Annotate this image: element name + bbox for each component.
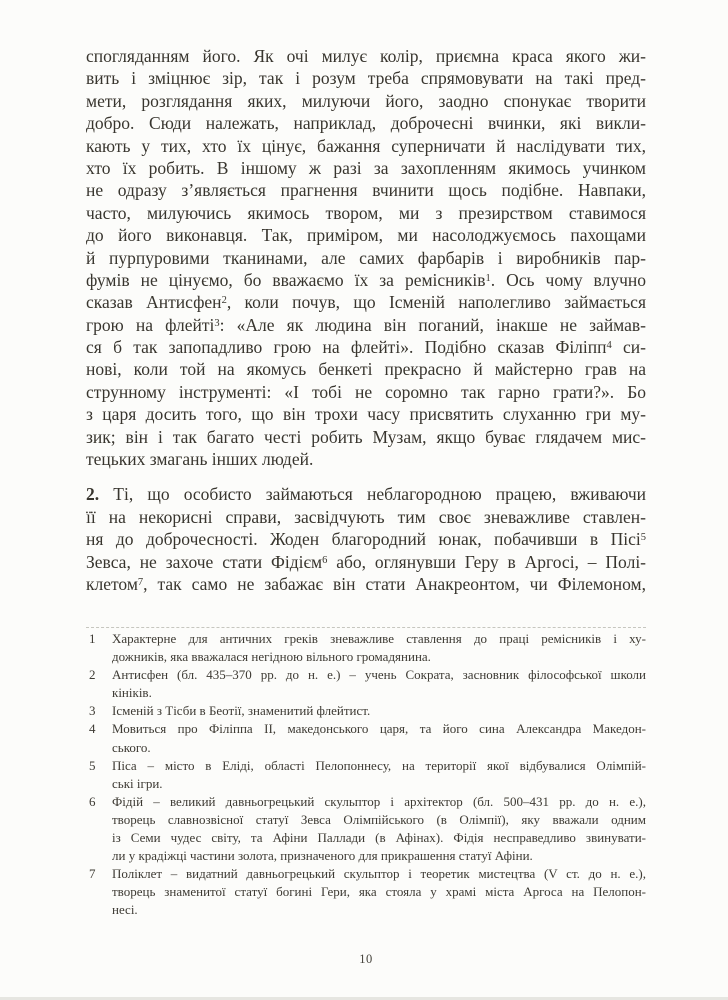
text-line: ли у крадіжці частини золота, призначеного для прикрашення статуї Афіни. xyxy=(112,848,533,864)
text-line: тецьких змагань інших людей. xyxy=(86,449,314,470)
text-line: сказав Антисфен$^2$, коли почув, що Ісменій наполегливо займається xyxy=(86,292,646,313)
footnote-number: 4 xyxy=(89,721,96,737)
footnote-7 xyxy=(86,865,646,919)
footnotes xyxy=(86,630,646,920)
page-number: 10 xyxy=(359,952,373,966)
footnote-number: 1 xyxy=(89,631,96,646)
text-line: часто, милуючись якимось твором, ми з презирством ставимося xyxy=(86,202,646,223)
text-line: ня до доброчесності. Жоден благородний юнак, побачивши в Пісі$^5$ xyxy=(86,529,646,550)
footnote-number: 6 xyxy=(89,793,96,809)
text-line: Піса – місто в Еліді, області Пелопоннесу, на території якої відбувалися Олімпій- xyxy=(112,757,646,773)
footnote-6 xyxy=(86,793,646,865)
text-line: кініків. xyxy=(112,685,152,701)
text-line: нові, коли той на якомусь бенкеті прекрасно й майстерно грав на xyxy=(86,359,646,380)
text-line: Поліклет – видатний давньогрецький скульптор і теоретик мистецтва (V ст. до н. е.), xyxy=(112,866,646,882)
footnote-ref: 3 xyxy=(214,317,220,329)
footnote-separator xyxy=(86,627,646,628)
text-line: не одразу з’являється прагнення вчинити щось подібне. Навпаки, xyxy=(86,180,646,201)
text-line: струнному інструменті: «І тобі не соромно так гарно грати?». Бо xyxy=(86,381,646,402)
text-line: спогляданням його. Як очі милує колір, приємна краса якого жи- xyxy=(86,46,646,66)
paragraph-1 xyxy=(86,45,646,470)
footnote-4 xyxy=(86,720,646,756)
text-line: й пурпуровими тканинами, але самих фарбарів і виробників пар- xyxy=(86,247,646,268)
text-line: до його виконавця. Так, приміром, ми насолоджуємось пахощами xyxy=(86,225,646,246)
text-line: кають у тих, хто їх цінує, бажання суперничати й наслідувати тих, xyxy=(86,135,646,156)
footnote-ref: 2 xyxy=(221,295,227,307)
text-line: Характерне для античних греків зневажливе ставлення до праці ремісників і ху- xyxy=(112,631,646,646)
text-line: творець славнозвісної статуї Зевса Олімпійського (в Олімпії), яку вважали одним xyxy=(112,811,646,827)
footnote-5 xyxy=(86,757,646,793)
text-line: творець знаменитої статуї богині Гери, яка стояла у храмі міста Аргоса на Пелопон- xyxy=(112,884,646,900)
text-line: Зевса, не захоче стати Фідієм$^6$ або, оглянувши Геру в Аргосі, – Полі- xyxy=(86,551,646,572)
text-line: хто їх робить. В іншому ж разі за захопленням якимось учинком xyxy=(86,157,646,178)
text-line: зик; він і так багато честі робить Музам, якщо буває глядачем мис- xyxy=(86,426,646,447)
text-line: мети, розглядання яких, милуючи його, заодно спонукає творити xyxy=(86,90,646,111)
main-text xyxy=(86,45,646,595)
text-line: ського. xyxy=(112,739,151,755)
text-line: клетом$^7$, так само не забажає він стати Анакреонтом, чи Філемоном, xyxy=(86,573,646,594)
footnote-ref: 6 xyxy=(322,554,328,566)
text-line: із Семи чудес світу, та Афіни Паллади (в Афінах). Фідія несправедливо звинувати- xyxy=(112,830,646,846)
footnote-number: 2 xyxy=(89,667,96,683)
text-line: Ісменій з Тісби в Беотії, знаменитий флейтист. xyxy=(112,703,371,719)
footnote-number: 3 xyxy=(89,703,96,719)
paragraph-2 xyxy=(86,483,646,595)
footnote-2 xyxy=(86,666,646,702)
footnote-number: 5 xyxy=(89,757,96,773)
text-line: Мовиться про Філіппа II, македонського царя, та його сина Александра Македон- xyxy=(112,721,646,737)
text-line: вить і зміцнює зір, так і розум треба спрямовувати на такі пред- xyxy=(86,68,646,89)
text-line: грою на флейті$^3$: «Але як людина він поганий, інакше не займав- xyxy=(86,314,646,335)
footnote-1 xyxy=(86,630,646,666)
text-line: ся б так запопадливо грою на флейті». Подібно сказав Філіпп$^4$ си- xyxy=(86,337,646,358)
footnote-ref: 1 xyxy=(485,272,491,284)
footnote-ref: 7 xyxy=(137,576,144,588)
text-line: фумів не цінуємо, бо вважаємо їх за ремісників$^1$. Ось чому влучно xyxy=(86,269,646,290)
footnote-3 xyxy=(86,702,646,720)
text-line: з царя досить того, що він трохи часу присвятить слуханню гри му- xyxy=(86,404,646,425)
text-line: несі. xyxy=(112,902,138,918)
footnote-ref: 5 xyxy=(640,532,646,544)
text-line: ські ігри. xyxy=(112,775,163,791)
text-line: Фідій – великий давньогрецький скульптор і архітектор (бл. 500–431 рр. до н. е.), xyxy=(112,793,646,809)
section-number: 2. xyxy=(86,484,100,505)
footnote-number: 7 xyxy=(89,866,96,882)
text-line: дожників, яка вважалася негідною вільного громадянина. xyxy=(112,649,431,665)
text-line: її на некорисні справи, засвідчують тим своє зневажливе ставлен- xyxy=(86,506,646,527)
text-line: 2. Ті, що особисто займаються неблагородною працею, вживаючи xyxy=(86,484,646,505)
footnote-ref: 4 xyxy=(606,340,612,352)
text-line: Антисфен (бл. 435–370 рр. до н. е.) – учень Сократа, засновник філософської школи xyxy=(112,667,646,683)
text-line: добро. Сюди належать, наприклад, доброчесні вчинки, які викли- xyxy=(86,113,646,134)
